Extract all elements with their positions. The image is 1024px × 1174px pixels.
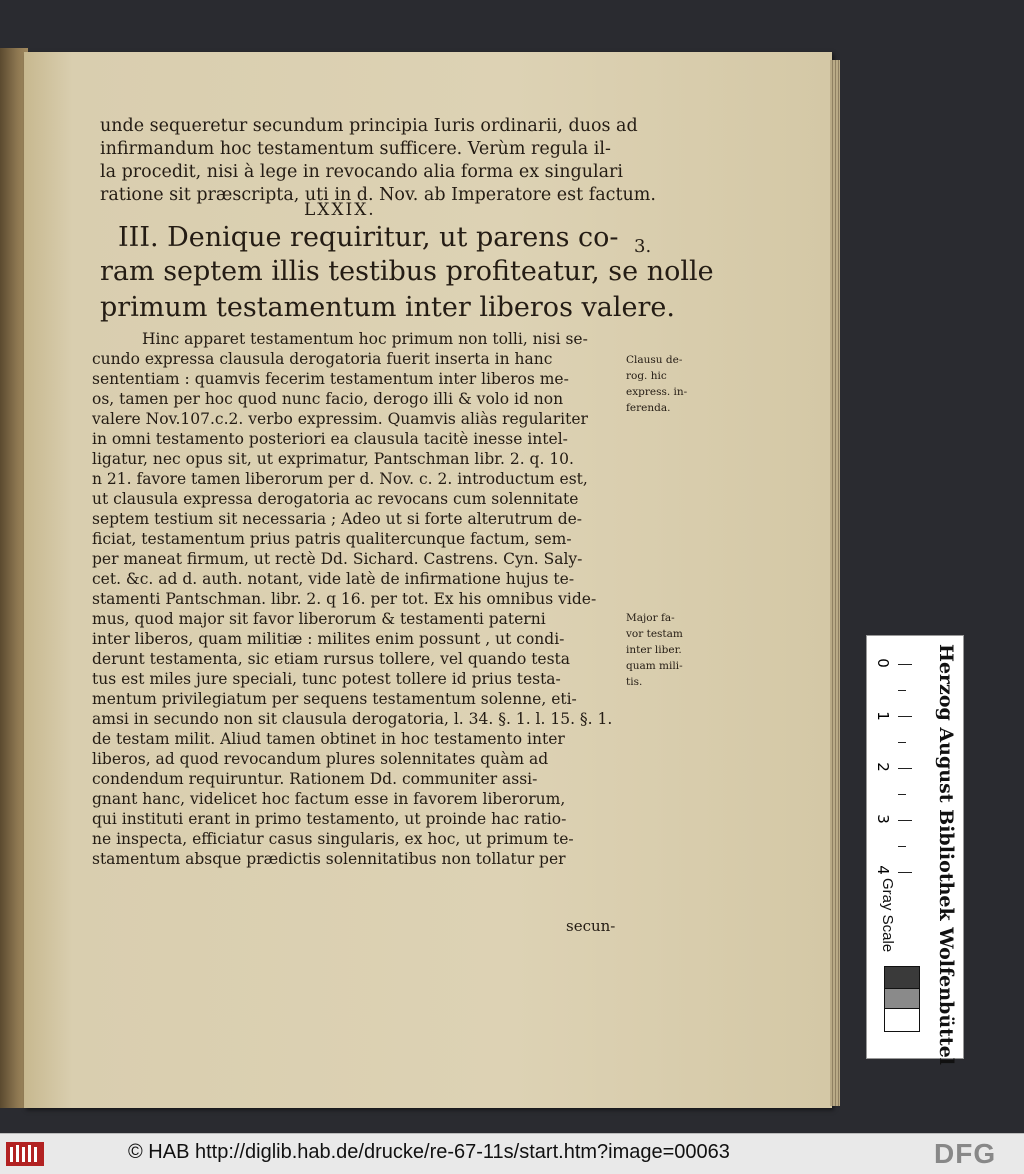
gray-scale-label: Gray Scale bbox=[879, 878, 896, 953]
library-label: Herzog August Bibliothek Wolfenbüttel bbox=[935, 644, 957, 1065]
text-line: tus est miles jure speciali, tunc potest tollere id prius testa- bbox=[92, 670, 561, 688]
text-line: inter liberos, quam militiæ : milites enim possunt , ut condi- bbox=[92, 630, 565, 648]
ruler-tick bbox=[898, 716, 912, 717]
text-line: septem testium sit necessaria ; Adeo ut si forte alterutrum de- bbox=[92, 510, 583, 528]
gray-patch-dark bbox=[884, 966, 920, 990]
text-line: ficiat, testamentum prius patris qualitercunque factum, sem- bbox=[92, 530, 572, 548]
margin-note-line: Clausu de- bbox=[626, 354, 683, 366]
ruler-tick bbox=[898, 820, 912, 821]
text-line: stamenti Pantschman. libr. 2. q 16. per tot. Ex his omnibus vide- bbox=[92, 590, 597, 608]
text-line: ratione sit præscripta, uti in d. Nov. ab Imperatore est factum. bbox=[100, 185, 656, 205]
gray-patch-white bbox=[884, 1008, 920, 1032]
ruler-tick bbox=[898, 768, 912, 769]
text-line: cundo expressa clausula derogatoria fuerit inserta in hanc bbox=[92, 350, 553, 368]
section-marker: 3. bbox=[634, 236, 652, 257]
margin-note-line: ferenda. bbox=[626, 402, 671, 414]
margin-note-line: Major fa- bbox=[626, 612, 675, 624]
page-edge bbox=[830, 60, 840, 1106]
margin-note-line: quam mili- bbox=[626, 660, 683, 672]
text-line: per maneat firmum, ut rectè Dd. Sichard. Castrens. Cyn. Saly- bbox=[92, 550, 583, 568]
text-line: de testam milit. Aliud tamen obtinet in hoc testamento inter bbox=[92, 730, 565, 748]
text-line: mus, quod major sit favor liberorum & testamenti paterni bbox=[92, 610, 546, 628]
text-line: Hinc apparet testamentum hoc primum non tolli, nisi se- bbox=[142, 330, 588, 348]
text-line: ne inspecta, efficiatur casus singularis, ex hoc, ut primum te- bbox=[92, 830, 574, 848]
margin-note bbox=[626, 610, 683, 690]
ruler-number: 4 bbox=[873, 865, 892, 875]
ruler-tick bbox=[898, 742, 906, 743]
text-line: qui instituti erant in primo testamento, ut proinde hac ratio- bbox=[92, 810, 567, 828]
ruler-number: 1 bbox=[873, 711, 892, 721]
ruler-tick bbox=[898, 664, 912, 665]
heading-line: ram septem illis testibus profiteatur, se nolle bbox=[100, 256, 714, 287]
text-line: unde sequeretur secundum principia Iuris ordinarii, duos ad bbox=[100, 116, 638, 136]
text-line: condendum requiruntur. Rationem Dd. communiter assi- bbox=[92, 770, 538, 788]
text-line: n 21. favore tamen liberorum per d. Nov. c. 2. introductum est, bbox=[92, 470, 588, 488]
ruler-tick bbox=[898, 794, 906, 795]
library-logo-icon bbox=[6, 1142, 44, 1166]
ruler-number: 0 bbox=[873, 658, 892, 668]
text-line: mentum privilegiatum per sequens testamentum solenne, eti- bbox=[92, 690, 577, 708]
text-line: os, tamen per hoc quod nunc facio, derogo illi & volo id non bbox=[92, 390, 564, 408]
ruler-tick bbox=[898, 846, 906, 847]
gray-patch-mid bbox=[884, 988, 920, 1010]
margin-note-line: inter liber. bbox=[626, 644, 682, 656]
catchword: secun- bbox=[566, 917, 616, 935]
ruler-number: 3 bbox=[873, 814, 892, 824]
margin-note-line: rog. hic bbox=[626, 370, 667, 382]
text-line: amsi in secundo non sit clausula derogatoria, l. 34. §. 1. l. 15. §. 1. bbox=[92, 710, 613, 728]
margin-note-line: express. in- bbox=[626, 386, 688, 398]
ruler-tick bbox=[898, 872, 912, 873]
dfg-logo: DFG bbox=[934, 1138, 997, 1169]
text-line: cet. &c. ad d. auth. notant, vide latè de infirmatione hujus te- bbox=[92, 570, 575, 588]
section-title: LXXIX. bbox=[304, 200, 376, 220]
text-line: stamentum absque prædictis solennitatibus non tollatur per bbox=[92, 850, 566, 868]
heading-line: III. Denique requiritur, ut parens co- bbox=[118, 222, 619, 253]
text-line: in omni testamento posteriori ea clausula tacitè inesse intel- bbox=[92, 430, 568, 448]
ruler-tick bbox=[898, 690, 906, 691]
heading-line: primum testamentum inter liberos valere. bbox=[100, 292, 675, 323]
text-line: la procedit, nisi à lege in revocando alia forma ex singulari bbox=[100, 162, 623, 182]
text-line: ut clausula expressa derogatoria ac revocans cum solennitate bbox=[92, 490, 579, 508]
text-line: gnant hanc, videlicet hoc factum esse in favorem liberorum, bbox=[92, 790, 566, 808]
margin-note bbox=[626, 352, 687, 416]
credit-link[interactable]: © HAB http://diglib.hab.de/drucke/re-67-11s/start.htm?image=00063 bbox=[128, 1141, 730, 1163]
library-label-wrap bbox=[919, 644, 959, 1065]
text-line: sententiam : quamvis fecerim testamentum inter liberos me- bbox=[92, 370, 569, 388]
text-line: ligatur, nec opus sit, ut exprimatur, Pantschman libr. 2. q. 10. bbox=[92, 450, 574, 468]
text-line: liberos, ad quod revocandum plures solennitates quàm ad bbox=[92, 750, 549, 768]
ruler-number: 2 bbox=[873, 762, 892, 772]
margin-note-line: tis. bbox=[626, 676, 643, 688]
text-line: infirmandum hoc testamentum sufficere. Verùm regula il- bbox=[100, 139, 611, 159]
text-line: valere Nov.107.c.2. verbo expressim. Quamvis aliàs regulariter bbox=[92, 410, 588, 428]
margin-note-line: vor testam bbox=[626, 628, 683, 640]
text-line: derunt testamenta, sic etiam rursus tollere, vel quando testa bbox=[92, 650, 571, 668]
footer-bar bbox=[0, 1133, 1024, 1174]
